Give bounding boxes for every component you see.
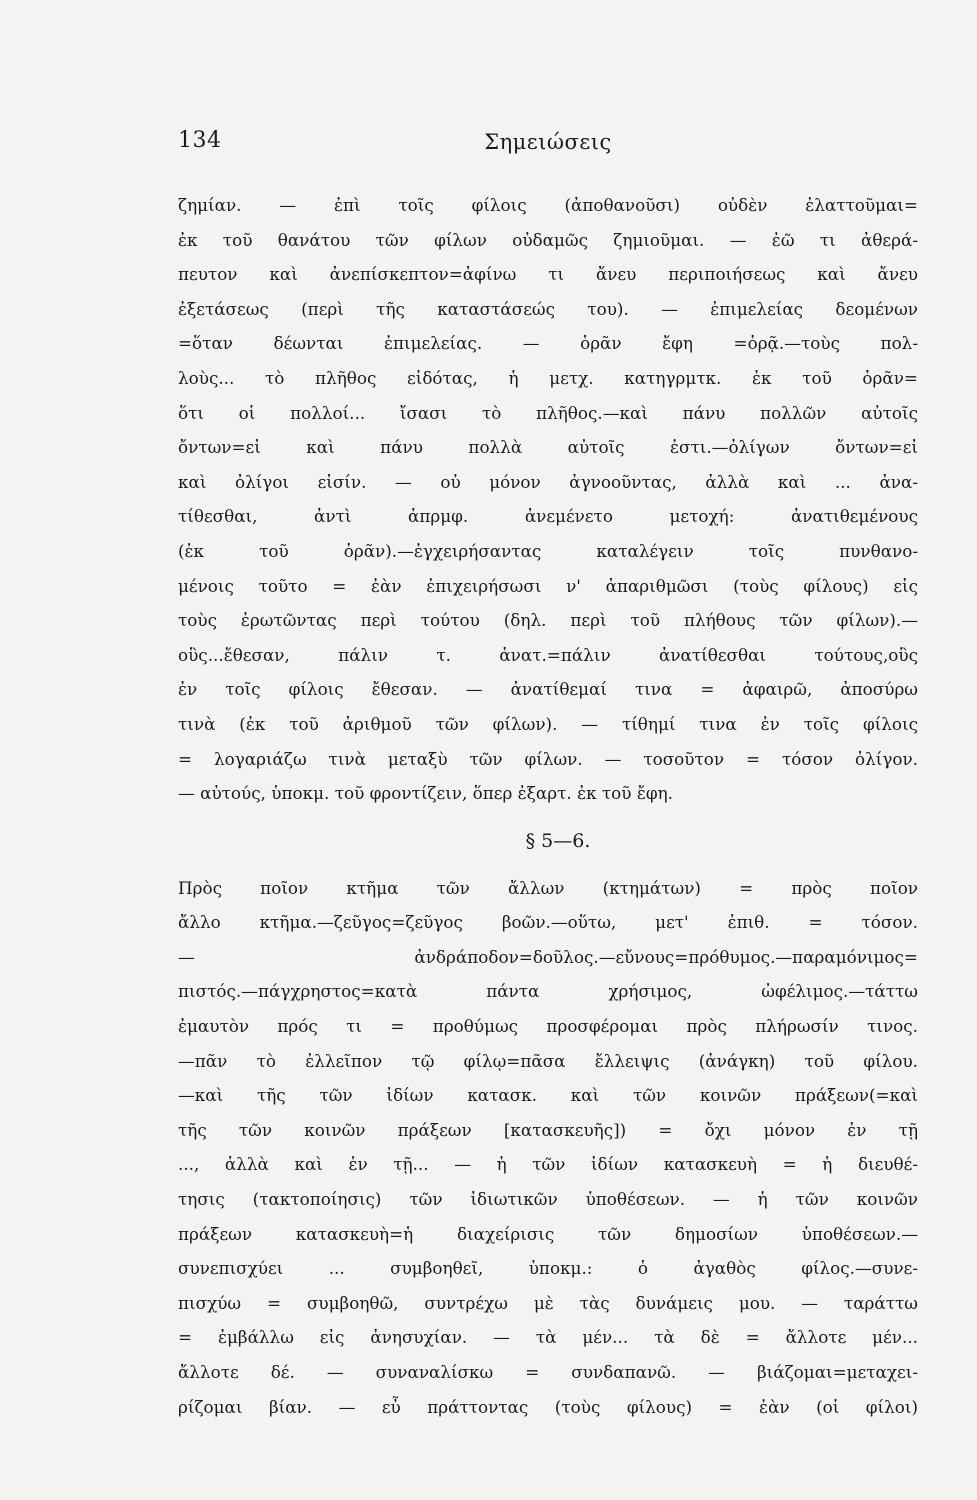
text-line: ..., ἀλλὰ καὶ ἐν τῇ... — ἡ τῶν ἰδίων κατασκευὴ = ἡ διευθέ- — [178, 1154, 918, 1175]
page-number: 134 — [178, 128, 222, 153]
text-line: —καὶ τῆς τῶν ἰδίων κατασκ. καὶ τῶν κοινῶν πράξεων(=καὶ — [178, 1085, 918, 1106]
text-line: οὓς...ἔθεσαν, πάλιν τ. ἀνατ.=πάλιν ἀνατίθεσθαι τούτους,οὓς — [178, 644, 918, 665]
section-heading: § 5—6. — [525, 829, 591, 852]
text-line: λοὺς... τὸ πλῆθος εἰδότας, ἡ μετχ. κατηγρμτκ. ἐκ τοῦ ὁρᾶν= — [178, 367, 918, 388]
text-line: τίθεσθαι, ἀντὶ ἀπρμφ. ἀνεμένετο μετοχή: ἀνατιθεμένους — [178, 506, 918, 527]
text-line: τησις (τακτοποίησις) τῶν ἰδιωτικῶν ὑποθέσεων. — ἡ τῶν κοινῶν — [178, 1189, 918, 1210]
text-line: (ἐκ τοῦ ὁρᾶν).—ἐγχειρήσαντας καταλέγειν τοῖς πυνθανο- — [178, 540, 918, 561]
text-line: — ἀνδράποδον=δοῦλος.—εὔνους=πρόθυμος.—παραμόνιμος= — [178, 946, 918, 967]
text-line: — αὐτούς, ὑποκμ. τοῦ φροντίζειν, ὅπερ ἐξαρτ. ἐκ τοῦ ἔφη. — [178, 783, 673, 804]
body-text — [178, 188, 918, 1424]
text-line: τῆς τῶν κοινῶν πράξεων [κατασκευῆς]) = ὄχι μόνον ἐν τῇ — [178, 1119, 918, 1140]
text-line: ἐκ τοῦ θανάτου τῶν φίλων οὐδαμῶς ζημιοῦμαι. — ἐῶ τι ἀθερά- — [178, 229, 918, 250]
text-line: —πᾶν τὸ ἐλλεῖπον τῷ φίλῳ=πᾶσα ἔλλειψις (ἀνάγκη) τοῦ φίλου. — [178, 1050, 918, 1071]
text-line: ἐν τοῖς φίλοις ἔθεσαν. — ἀνατίθεμαί τινα = ἀφαιρῶ, ἀποσύρω — [178, 679, 918, 700]
text-line: ἄλλο κτῆμα.—ζεῦγος=ζεῦγος βοῶν.—οὕτω, μετ' ἐπιθ. = τόσον. — [178, 912, 918, 933]
text-line: ὄντων=εἰ καὶ πάνυ πολλὰ αὐτοῖς ἐστι.—ὀλίγων ὄντων=εἰ — [178, 437, 918, 458]
text-line: Πρὸς ποῖον κτῆμα τῶν ἄλλων (κτημάτων) = πρὸς ποῖον — [178, 877, 918, 898]
text-line: = λογαριάζω τινὰ μεταξὺ τῶν φίλων. — τοσοῦτον = τόσον ὀλίγον. — [178, 748, 918, 769]
text-line: ζημίαν. — ἐπὶ τοῖς φίλοις (ἀποθανοῦσι) οὐδὲν ἐλαττοῦμαι= — [178, 195, 918, 215]
text-line: καὶ ὀλίγοι εἰσίν. — οὐ μόνον ἀγνοοῦντας, ἀλλὰ καὶ ... ἀνα- — [178, 471, 918, 492]
text-line: τινὰ (ἐκ τοῦ ἀριθμοῦ τῶν φίλων). — τίθημί τινα ἐν τοῖς φίλοις — [178, 713, 918, 734]
text-line: μένοις τοῦτο = ἐὰν ἐπιχειρήσωσι ν' ἀπαριθμῶσι (τοὺς φίλους) εἰς — [178, 575, 918, 596]
page-header — [178, 128, 918, 168]
text-line: τοὺς ἐρωτῶντας περὶ τούτου (δηλ. περὶ τοῦ πλήθους τῶν φίλων).— — [178, 610, 918, 631]
running-title: Σημειώσεις — [484, 130, 612, 154]
text-line: πράξεων κατασκευὴ=ἡ διαχείρισις τῶν δημοσίων ὑποθέσεων.— — [178, 1223, 918, 1244]
text-line: = ἐμβάλλω εἰς ἀνησυχίαν. — τὰ μέν... τὰ δὲ = ἄλλοτε μέν... — [178, 1327, 918, 1348]
text-line: πισχύω = συμβοηθῶ, συντρέχω μὲ τὰς δυνάμεις μου. — ταράττω — [178, 1292, 918, 1313]
text-line: ἄλλοτε δέ. — συναναλίσκω = συνδαπανῶ. — βιάζομαι=μεταχει- — [178, 1362, 918, 1382]
text-line: ἐμαυτὸν πρός τι = προθύμως προσφέρομαι πρὸς πλήρωσίν τινος. — [178, 1016, 918, 1037]
text-line: συνεπισχύει ... συμβοηθεῖ, ὑποκμ.: ὁ ἀγαθὸς φίλος.—συνε- — [178, 1258, 918, 1279]
text-line: πιστός.—πάγχρηστος=κατὰ πάντα χρήσιμος, ὠφέλιμος.—τάττω — [178, 981, 918, 1002]
text-line: =ὅταν δέωνται ἐπιμελείας. — ὁρᾶν ἔφη =ὁρᾷ.—τοὺς πολ- — [178, 333, 918, 354]
text-line: πευτον καὶ ἀνεπίσκεπτον=ἀφίνω τι ἄνευ περιποιήσεως καὶ ἄνευ — [178, 264, 918, 285]
text-line: ρίζομαι βίαν. — εὖ πράττοντας (τοὺς φίλους) = ἐὰν (οἱ φίλοι) — [178, 1396, 918, 1417]
text-line: ἐξετάσεως (περὶ τῆς καταστάσεώς του). — ἐπιμελείας δεομένων — [178, 298, 918, 319]
text-line: ὅτι οἱ πολλοί... ἴσασι τὸ πλῆθος.—καὶ πάνυ πολλῶν αὐτοῖς — [178, 402, 918, 423]
